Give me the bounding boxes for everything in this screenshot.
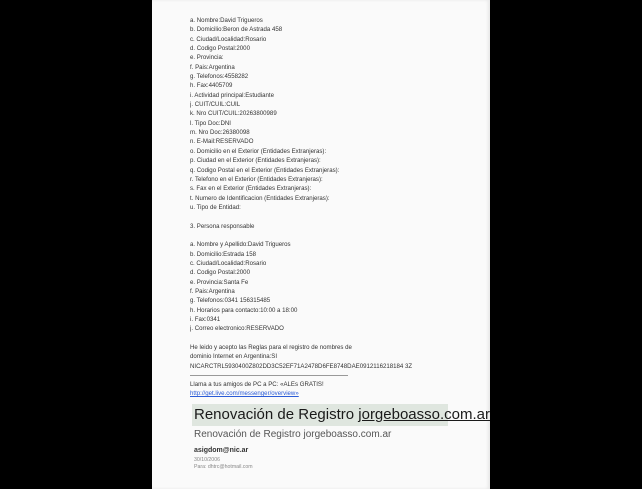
responsible-section (190, 240, 480, 333)
email-title-domain: jorgeboasso.com.ar (358, 406, 490, 423)
registrant-line: g. Telefonos:4558282 (190, 73, 249, 81)
registrant-line: a. Nombre:David Trigueros (190, 17, 263, 24)
email-title (194, 405, 490, 425)
registrant-line: h. Fax:4405709 (190, 82, 233, 90)
agreement-line: NICARCTRL5930400Z802DD3C52EF71A2478D6FE8748DAE0912116218184 3Z (190, 362, 413, 370)
registrant-line: p. Ciudad en el Exterior (Entidades Extranjeras): (190, 157, 321, 165)
registrant-line: d. Codigo Postal:2000 (190, 45, 250, 53)
email-subtitle: Renovación de Registro jorgeboasso.com.ar (194, 429, 392, 440)
promo-text: Llama a tus amigos de PC a PC: «ALEs GRATIS! (190, 381, 324, 389)
responsible-line: b. Domicilio:Estrada 158 (190, 250, 257, 258)
responsible-line: j. Correo electronico:RESERVADO (190, 325, 284, 333)
registrant-line: s. Fax en el Exterior (Entidades Extranjeras): (190, 185, 312, 193)
email-date: 30/10/2006 (194, 457, 220, 463)
registrant-line: t. Numero de Identificacion (Entidades Extranjeras): (190, 194, 330, 202)
responsible-line: f. Pais:Argentina (190, 287, 235, 295)
registrant-line: b. Domicilio:Beron de Astrada 458 (190, 26, 283, 34)
signature-divider (190, 375, 348, 376)
registrant-section (190, 16, 480, 212)
responsible-line: a. Nombre y Apellido:David Trigueros (190, 241, 291, 249)
registrant-line: j. CUIT/CUIL:CUIL (190, 101, 241, 109)
responsible-line: h. Horarios para contacto:10:00 a 18:00 (190, 306, 298, 314)
registrant-line: n. E-Mail:RESERVADO (190, 138, 254, 146)
agreement-line: dominio Internet en Argentina:SI (190, 353, 278, 361)
document-body (190, 16, 480, 399)
registrant-line: f. Pais:Argentina (190, 63, 235, 71)
section-heading: 3. Persona responsable (190, 222, 255, 230)
registrant-line: r. Telefono en el Exterior (Entidades Extranjeras): (190, 175, 323, 183)
scanned-document (152, 0, 490, 489)
responsible-line: g. Telefonos:0341 156315485 (190, 297, 271, 305)
email-recipient: Para: dhtrc@hotmail.com (194, 464, 253, 470)
promo-link[interactable]: http://get.live.com/messenger/overview» (190, 390, 299, 398)
registrant-line: q. Codigo Postal en el Exterior (Entidades Extranjeras): (190, 166, 340, 174)
registrant-line: o. Domicilio en el Exterior (Entidades Extranjeras): (190, 147, 327, 155)
spacer (190, 231, 480, 240)
registrant-line: u. Tipo de Entidad: (190, 203, 241, 211)
spacer (190, 334, 480, 343)
registrant-line: c. Ciudad/Localidad:Rosario (190, 35, 267, 43)
registrant-line: m. Nro Doc:26380098 (190, 129, 250, 137)
registrant-line: l. Tipo Doc:DNI (190, 119, 231, 127)
registrant-line: k. Nro CUIT/CUIL:20263800989 (190, 110, 277, 118)
responsible-line: d. Codigo Postal:2000 (190, 269, 250, 277)
email-title-prefix: Renovación de Registro (194, 406, 359, 423)
responsible-line: i. Fax:0341 (190, 316, 221, 323)
registrant-line: i. Actividad principal:Estudiante (190, 91, 275, 99)
spacer (190, 212, 480, 221)
registrant-line: e. Provincia: (190, 54, 224, 62)
responsible-line: c. Ciudad/Localidad:Rosario (190, 259, 267, 267)
responsible-line: e. Provincia:Santa Fe (190, 278, 249, 286)
email-sender: asigdom@nic.ar (194, 447, 249, 454)
agreement-line: He leido y acepto las Reglas para el registro de nombres de (190, 344, 352, 352)
agreement-section (190, 343, 480, 371)
